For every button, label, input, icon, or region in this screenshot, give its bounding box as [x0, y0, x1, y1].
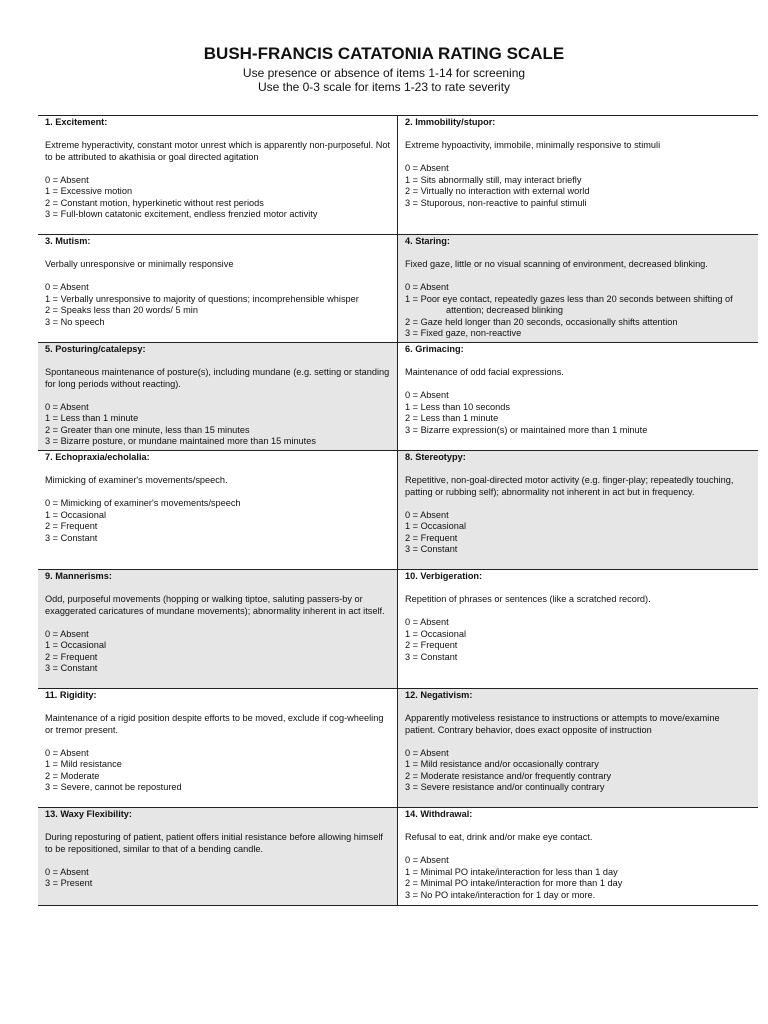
score-option: 0 = Absent	[405, 282, 449, 292]
score-option: 1 = Mild resistance	[45, 759, 122, 769]
score-option: 1 = Less than 1 minute	[45, 413, 139, 423]
subtitle-severity: Use the 0-3 scale for items 1-23 to rate severity	[257, 80, 511, 94]
item-description: During reposturing of patient, patient offers initial resistance before allowing himself to be repositioned, similar to that of a bending candle.	[45, 832, 383, 854]
item-title: 2. Immobility/stupor:	[405, 117, 496, 127]
item-title: 11. Rigidity:	[45, 690, 97, 700]
item-cell	[398, 689, 759, 808]
score-option: 2 = Gaze held longer than 20 seconds, occasionally shifts attention	[405, 316, 678, 327]
score-option: 2 = Less than 1 minute	[405, 413, 499, 423]
item-cell	[398, 570, 759, 689]
score-option: 1 = Sits abnormally still, may interact briefly	[405, 174, 582, 185]
score-option: 1 = Occasional	[45, 509, 107, 520]
score-option: 1 = Occasional	[405, 521, 467, 531]
score-option: 2 = Minimal PO intake/interaction for more than 1 day	[405, 878, 623, 888]
score-option: 2 = Moderate	[45, 770, 100, 781]
item-row	[38, 343, 758, 451]
score-option: 3 = Bizarre expression(s) or maintained more than 1 minute	[405, 424, 648, 435]
score-option: 3 = Stuporous, non-reactive to painful stimuli	[405, 197, 587, 208]
item-description: Repetitive, non-goal-directed motor activity (e.g. finger-play; repeatedly touching, patting or rubbing self); abnormality not inherent in act but in frequency.	[405, 475, 734, 497]
item-cell	[38, 808, 398, 906]
item-title: 6. Grimacing:	[405, 344, 464, 354]
item-description: Apparently motiveless resistance to instructions or attempts to move/examine patient. Contrary behavior, does exact opposite of instruction	[405, 713, 720, 735]
score-option: 2 = Frequent	[45, 521, 98, 531]
item-cell	[38, 343, 398, 451]
item-cell	[398, 235, 759, 343]
score-option: 2 = Frequent	[405, 640, 458, 650]
score-option: 0 = Absent	[405, 617, 449, 627]
item-cell	[38, 116, 398, 235]
item-description: Spontaneous maintenance of posture(s), including mundane (e.g. setting or standing for long periods without reacting).	[45, 367, 390, 389]
item-row	[38, 235, 758, 343]
item-title: 7. Echopraxia/echolalia:	[45, 452, 150, 462]
score-option: 1 = Mild resistance and/or occasionally contrary	[405, 759, 599, 769]
item-title: 12. Negativism:	[405, 690, 473, 700]
score-option: 0 = Absent	[405, 509, 449, 520]
score-option: 2 = Moderate resistance and/or frequently contrary	[405, 770, 612, 781]
score-option: 3 = Full-blown catatonic excitement, endless frenzied motor activity	[45, 209, 318, 219]
item-description: Extreme hypoactivity, immobile, minimally responsive to stimuli	[405, 140, 661, 150]
item-cell	[38, 235, 398, 343]
score-option: 1 = Excessive motion	[45, 186, 133, 196]
score-option: 3 = Constant	[45, 663, 98, 673]
score-option: 1 = Occasional	[45, 640, 107, 650]
item-title: 4. Staring:	[405, 236, 450, 246]
item-title: 5. Posturing/catalepsy:	[45, 344, 146, 354]
score-option: 2 = Speaks less than 20 words/ 5 min	[45, 305, 198, 315]
item-cell	[398, 808, 759, 906]
score-option: 0 = Absent	[405, 163, 449, 173]
score-option: 0 = Absent	[45, 282, 89, 292]
item-row	[38, 689, 758, 808]
item-row	[38, 116, 758, 235]
score-option: 0 = Absent	[405, 855, 449, 865]
item-description: Maintenance of a rigid position despite efforts to be moved, exclude if cog-wheeling or tremor present.	[45, 713, 384, 735]
item-title: 10. Verbigeration:	[405, 571, 483, 581]
item-cell	[398, 116, 759, 235]
score-option: 3 = Constant	[405, 651, 458, 662]
score-option: 3 = Present	[45, 878, 93, 888]
item-description: Odd, purposeful movements (hopping or walking tiptoe, saluting passers-by or exaggerated caricatures of mundane movements); abnormality inherent in act itself.	[45, 594, 385, 616]
score-option: 3 = Bizarre posture, or mundane maintained more than 15 minutes	[45, 436, 316, 446]
item-row	[38, 451, 758, 570]
score-option: 0 = Absent	[45, 174, 89, 185]
score-option: 0 = Absent	[45, 866, 89, 877]
score-option: 3 = Constant	[405, 544, 458, 554]
score-option: 0 = Absent	[405, 390, 449, 400]
score-option: 3 = Fixed gaze, non-reactive	[405, 328, 522, 338]
subtitle-screening: Use presence or absence of items 1-14 for screening	[242, 66, 526, 80]
item-cell	[398, 343, 759, 451]
score-option: 1 = Poor eye contact, repeatedly gazes less than 20 seconds between shifting of attention; decreased blinking	[405, 293, 733, 315]
rating-items-table	[38, 115, 758, 906]
item-cell	[38, 689, 398, 808]
item-description: Extreme hyperactivity, constant motor unrest which is apparently non-purposeful. Not to be attributed to akathisia or goal directed agitation	[45, 140, 391, 162]
score-option: 0 = Mimicking of examiner's movements/speech	[45, 498, 241, 508]
item-description: Verbally unresponsive or minimally responsive	[45, 259, 234, 269]
item-description: Mimicking of examiner's movements/speech.	[45, 475, 228, 485]
score-option: 0 = Absent	[405, 747, 449, 758]
item-title: 1. Excitement:	[45, 117, 108, 127]
item-title: 9. Mannerisms:	[45, 571, 112, 581]
score-option: 0 = Absent	[45, 401, 89, 412]
score-option: 3 = No PO intake/interaction for 1 day or more.	[405, 889, 596, 900]
item-title: 14. Withdrawal:	[405, 809, 473, 819]
score-option: 3 = Constant	[45, 532, 98, 543]
item-cell	[38, 451, 398, 570]
item-title: 13. Waxy Flexibility:	[45, 809, 132, 819]
score-option: 3 = Severe, cannot be repostured	[45, 782, 182, 792]
item-cell	[398, 451, 759, 570]
score-option: 0 = Absent	[45, 747, 89, 758]
page-title: BUSH-FRANCIS CATATONIA RATING SCALE	[203, 44, 565, 63]
score-option: 1 = Occasional	[405, 628, 467, 639]
score-option: 0 = Absent	[45, 628, 89, 639]
score-option: 3 = Severe resistance and/or continually contrary	[405, 782, 605, 792]
item-title: 3. Mutism:	[45, 236, 91, 246]
score-option: 2 = Virtually no interaction with external world	[405, 186, 590, 196]
item-cell	[38, 570, 398, 689]
item-description: Repetition of phrases or sentences (like a scratched record).	[405, 594, 651, 604]
item-title: 8. Stereotypy:	[405, 452, 466, 462]
item-description: Maintenance of odd facial expressions.	[405, 367, 564, 377]
item-description: Fixed gaze, little or no visual scanning of environment, decreased blinking.	[405, 259, 708, 269]
score-option: 1 = Verbally unresponsive to majority of questions; incomprehensible whisper	[45, 293, 359, 304]
item-row	[38, 808, 758, 906]
score-option: 1 = Minimal PO intake/interaction for less than 1 day	[405, 866, 618, 877]
score-option: 2 = Frequent	[405, 532, 458, 543]
score-option: 3 = No speech	[45, 316, 105, 327]
score-option: 1 = Less than 10 seconds	[405, 401, 510, 412]
score-option: 2 = Constant motion, hyperkinetic without rest periods	[45, 197, 264, 208]
score-option: 2 = Frequent	[45, 651, 98, 662]
item-row	[38, 570, 758, 689]
score-option: 2 = Greater than one minute, less than 15 minutes	[45, 424, 250, 435]
item-description: Refusal to eat, drink and/or make eye contact.	[405, 832, 593, 842]
